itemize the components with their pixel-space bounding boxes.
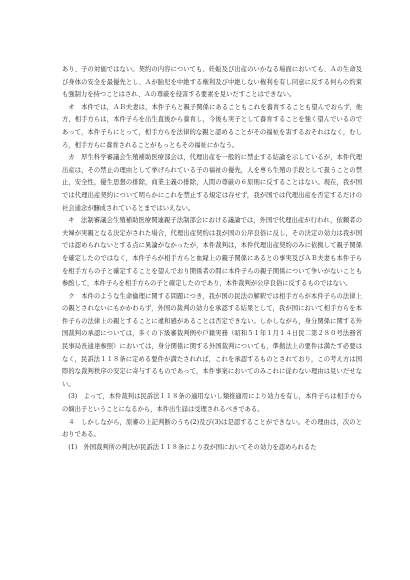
paragraph-3-conclusion: (3) よって，本件裁判は民訴法１１８条の適用ないし類推適用により効力を有し，本件子らは相手方らの嫡出子ということになるから，本件出生届は受理されるべきである。 [62, 393, 362, 414]
paragraph-ki-legislative: キ 法制審議会生殖補助医療関連親子法制部会における議論では，外国で代理出産が行われ，依頼者の夫婦が実親となる決定がされた場合，代理出産契約は我が国の公序良俗に反し，その決定の効力は我が国では認められないとする点に異論がなかったが，本件裁判は，本件代理出産契約のみに依拠して親子関係を確定したのではなく，本件子らが相手方らと血縁上の親子関係にあるとの事実及びＡＢ夫妻も本件子らを相手方らの子と確定することを望んでおり関係者の間に本件子らの親子関係について争いがないことも参酌して，本件子らを相手方らの子と確定したのであり，本件裁判が公序良俗に反するものではない。 [62, 217, 362, 288]
paragraph-o-welfare: オ 本件では，ＡＢ夫妻は，本件子らと親子関係にあることもこれを養育することも望んでおらず，他方，相手方らは，本件子らを出生直後から養育し，今後も実子として養育することを強く望んでいるのであって，本件子らにとって，相手方らを法律的な親と認めることがその福祉を害するおそれはなく，むしろ，相手方らに養育されることがもっともその福祉にかなう。 [62, 103, 362, 149]
paragraph-4-reasoning: ４ しかしながら，原審の上記判断のうち(2)及び(3)は是認することができない。その理由は，次のとおりである。 [62, 418, 362, 439]
document-body [62, 64, 362, 454]
paragraph-ka-council: カ 厚生科学審議会生殖補助医療部会は，代理出産を一般的に禁止する結論を示しているが，本件代理出産は，その禁止の理由として挙げられている子の福祉の優先，人を専ら生殖の手段として扱うことの禁止，安全性，優生思想の排除，商業主義の排除，人間の尊厳の６原則に反することはない。現在，我が国では代理出産契約について明らかにこれを禁止する規定は存せず，我が国では代理出産を否定するだけの社会通念が醸成されているとまではいえない。 [62, 154, 362, 212]
paragraph-continuation: あり、子の対価ではない。契約の内容についても、妊娠及び出産のいかなる場面においても、Ａの生命及び身体の安全を最優先とし、Ａが胎児を中絶する権利及び中絶しない権利を有し同意に反する何らの約束も強制力を持つことはされ、Ａの尊厳を侵害する要素を見いだすことはできない。 [62, 66, 362, 99]
paragraph-ku-bioethics: ク 本件のような生命倫理に関する問題につき，我が国の民法の解釈では相手方らが本件子らの法律上の親とされないにもかかわらず，外国の裁判の効力を承認する結果として，我が国において相手方らを本件子らの法律上の親とすることに違和感があることは否定できない。しかしながら，身分関係に関する外国裁判の承認については，多くの下級審裁判例や戸籍実務（昭和５１年１月１４日民二第２８０号法務省民事局長通達参照）においては，身分関係に関する外国裁判についても，準拠法上の要件は満たす必要はなく，民訴法１１８条に定める要件が満たされれば，これを承認するものとされており，この考え方は国際的な裁判秩序の安定に寄与するものであって，本件事案においてのみこれに従わない理由は見いだせない。 [62, 292, 362, 388]
paragraph-1-foreign-judgment: (1) 外国裁判所の判決が民訴法１１８条により我が国においてその効力を認められるた [68, 443, 317, 451]
